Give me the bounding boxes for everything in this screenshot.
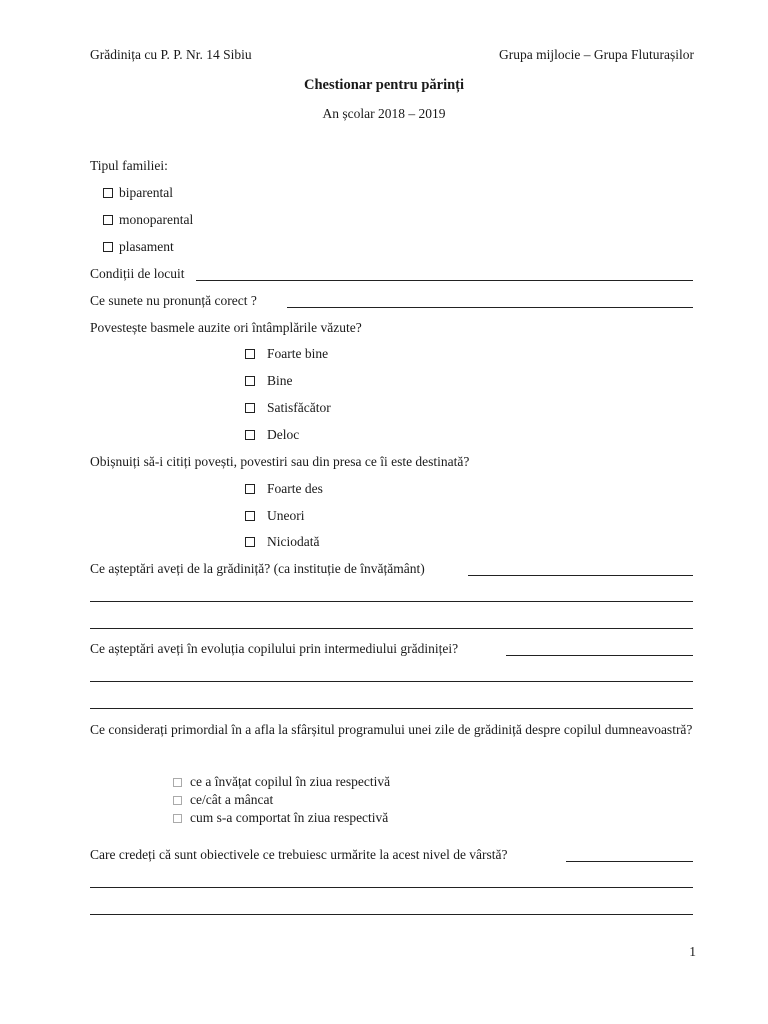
option-monoparental[interactable] xyxy=(103,212,193,228)
answer-line-expect-kg-2[interactable] xyxy=(90,601,693,602)
option-label: Satisfăcător xyxy=(267,400,331,415)
checkbox[interactable] xyxy=(245,403,255,413)
option-foarte-des[interactable] xyxy=(245,481,323,497)
checkbox[interactable] xyxy=(245,537,255,547)
checkbox[interactable] xyxy=(245,484,255,494)
checkbox[interactable] xyxy=(245,511,255,521)
question-stories-label: Povestește basmele auzite ori întâmplările văzute? xyxy=(90,320,362,335)
checkbox[interactable] xyxy=(245,349,255,359)
question-expect-child-label: Ce așteptări aveți în evoluția copilului prin intermediului grădiniței? xyxy=(90,641,459,656)
question-living-label: Condiții de locuit xyxy=(90,266,185,281)
option-satisfacator[interactable] xyxy=(245,400,331,416)
option-label: Deloc xyxy=(267,427,300,442)
answer-line-expect-child-3[interactable] xyxy=(90,708,693,709)
question-primordial-label: Ce considerați primordial în a afla la sfârșitul programului unei zile de grădiniță despre copilul dumneavoastră? xyxy=(90,722,693,737)
option-ate[interactable] xyxy=(173,792,273,808)
option-label: Foarte bine xyxy=(267,346,329,361)
header-school: Grădinița cu P. P. Nr. 14 Sibiu xyxy=(90,47,252,62)
checkbox[interactable] xyxy=(103,215,113,225)
answer-line-objectives-2[interactable] xyxy=(90,887,693,888)
option-plasament[interactable] xyxy=(103,239,174,255)
option-label: monoparental xyxy=(119,212,194,227)
option-label: Foarte des xyxy=(267,481,323,496)
option-label: cum s-a comportat în ziua respectivă xyxy=(190,810,389,825)
answer-line-expect-kg[interactable] xyxy=(468,575,693,576)
option-label: biparental xyxy=(119,185,173,200)
option-niciodata[interactable] xyxy=(245,534,319,550)
option-behaved[interactable] xyxy=(173,810,388,826)
page-subtitle: An școlar 2018 – 2019 xyxy=(322,106,446,121)
page-title: Chestionar pentru părinți xyxy=(303,77,465,93)
question-objectives-label: Care credeți că sunt obiectivele ce trebuiesc urmărite la acest nivel de vârstă? xyxy=(90,847,508,862)
option-learned[interactable] xyxy=(173,774,390,790)
option-deloc[interactable] xyxy=(245,427,299,443)
option-label: ce/cât a mâncat xyxy=(190,792,274,807)
checkbox[interactable] xyxy=(173,814,182,823)
question-expect-kg-label: Ce așteptări aveți de la grădiniță? (ca instituție de învățământ) xyxy=(90,561,425,576)
option-biparental[interactable] xyxy=(103,185,173,201)
option-label: Niciodată xyxy=(267,534,320,549)
checkbox[interactable] xyxy=(103,188,113,198)
option-label: Bine xyxy=(267,373,293,388)
option-bine[interactable] xyxy=(245,373,293,389)
answer-line-objectives-3[interactable] xyxy=(90,914,693,915)
option-foarte-bine[interactable] xyxy=(245,346,328,362)
checkbox[interactable] xyxy=(173,796,182,805)
answer-line-expect-kg-3[interactable] xyxy=(90,628,693,629)
answer-line-living[interactable] xyxy=(196,280,693,281)
checkbox[interactable] xyxy=(245,430,255,440)
answer-line-sounds[interactable] xyxy=(287,307,693,308)
page-number: 1 xyxy=(689,944,696,959)
answer-line-expect-child[interactable] xyxy=(506,655,693,656)
question-family-label: Tipul familiei: xyxy=(90,158,168,173)
header-group: Grupa mijlocie – Grupa Fluturașilor xyxy=(499,47,694,62)
question-sounds-label: Ce sunete nu pronunță corect ? xyxy=(90,293,257,308)
answer-line-expect-child-2[interactable] xyxy=(90,681,693,682)
option-label: Uneori xyxy=(267,508,305,523)
option-uneori[interactable] xyxy=(245,508,305,524)
answer-line-objectives[interactable] xyxy=(566,861,693,862)
option-label: plasament xyxy=(119,239,174,254)
checkbox[interactable] xyxy=(173,778,182,787)
question-reading-label: Obișnuiți să-i citiți povești, povestiri sau din presa ce îi este destinată? xyxy=(90,454,470,469)
checkbox[interactable] xyxy=(245,376,255,386)
checkbox[interactable] xyxy=(103,242,113,252)
option-label: ce a învățat copilul în ziua respectivă xyxy=(190,774,391,789)
